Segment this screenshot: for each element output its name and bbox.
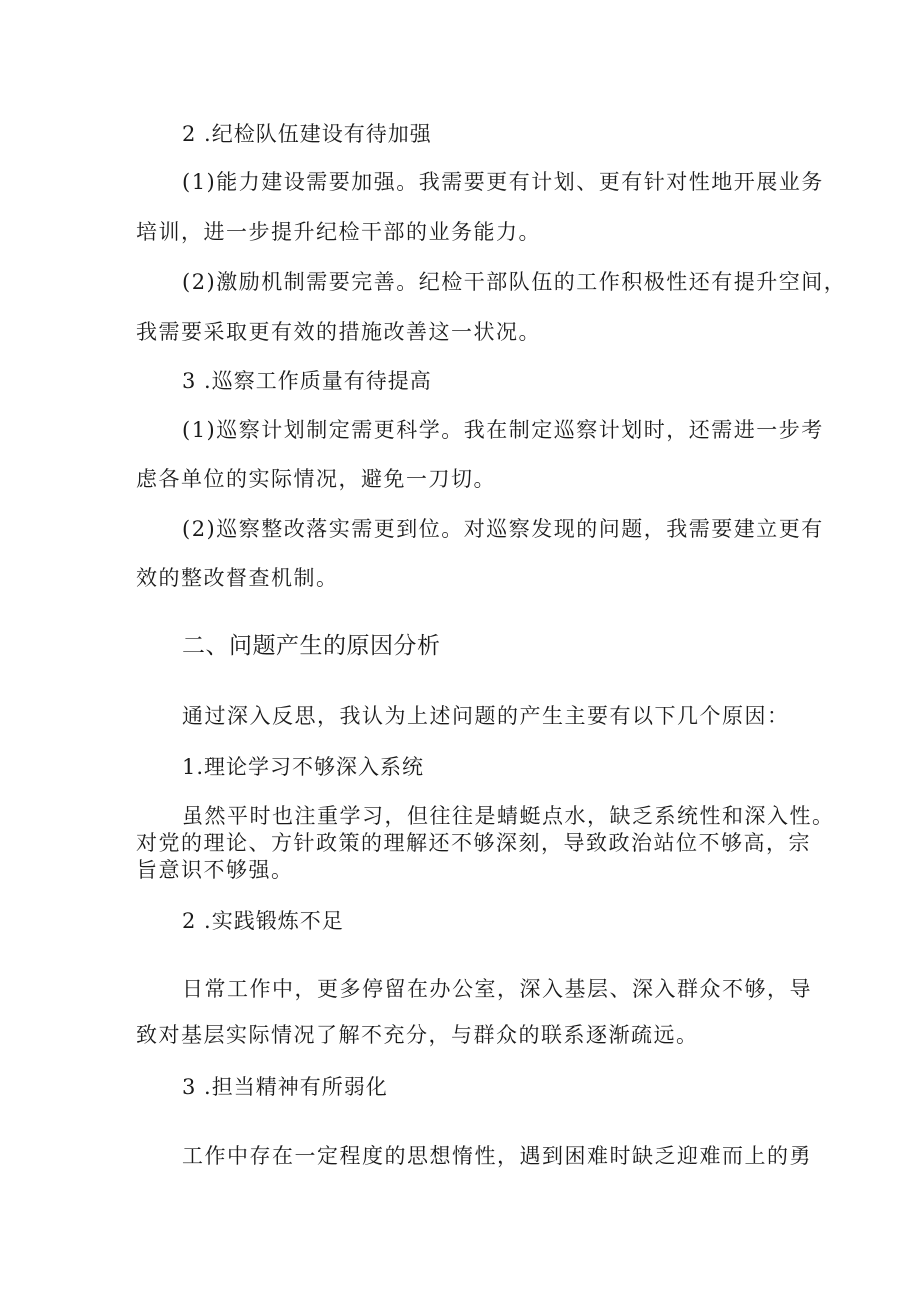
item-2-title: 2 .纪检队伍建设有待加强 [182,122,432,146]
reason-2-text-line2: 致对基层实际情况了解不充分，与群众的联系逐渐疏远。 [136,1023,699,1047]
reason-2-text-line1: 日常工作中，更多停留在办公室，深入基层、深入群众不够，导 [182,977,812,1001]
reason-2-title: 2 .实践锻炼不足 [182,909,344,933]
item-2-2-text-line1: (2)激励机制需要完善。纪检干部队伍的工作积极性还有提升空间， [182,270,847,294]
reason-1-text-line1: 虽然平时也注重学习，但往往是蜻蜓点水，缺乏系统性和深入性。 [182,804,835,828]
item-2-2-text-line2: 我需要采取更有效的措施改善这一状况。 [136,320,541,344]
reason-1-text-line2: 对党的理论、方针政策的理解还不够深刻，导致政治站位不够高，宗 [136,831,811,855]
reason-3-title: 3 .担当精神有所弱化 [182,1075,388,1099]
item-3-title: 3 .巡察工作质量有待提高 [182,369,432,393]
item-3-2-text-line1: (2)巡察整改落实需更到位。对巡察发现的问题，我需要建立更有 [182,517,824,541]
section-2-heading: 二、问题产生的原因分析 [182,633,441,659]
reason-1-title: 1.理论学习不够深入系统 [182,755,425,779]
section-2-intro: 通过深入反思，我认为上述问题的产生主要有以下几个原因： [182,704,790,728]
reason-3-text-line1: 工作中存在一定程度的思想惰性，遇到困难时缺乏迎难而上的勇 [182,1144,812,1168]
item-3-1-text-line2: 虑各单位的实际情况，避免一刀切。 [136,467,496,491]
reason-1-text-line3: 旨意识不够强。 [136,858,294,882]
item-3-2-text-line2: 效的整改督查机制。 [136,566,339,590]
item-3-1-text-line1: (1)巡察计划制定需更科学。我在制定巡察计划时，还需进一步考 [182,418,824,442]
item-2-1-text-line1: (1)能力建设需要加强。我需要更有计划、更有针对性地开展业务 [182,170,824,194]
item-2-1-text-line2: 培训，进一步提升纪检干部的业务能力。 [136,220,541,244]
